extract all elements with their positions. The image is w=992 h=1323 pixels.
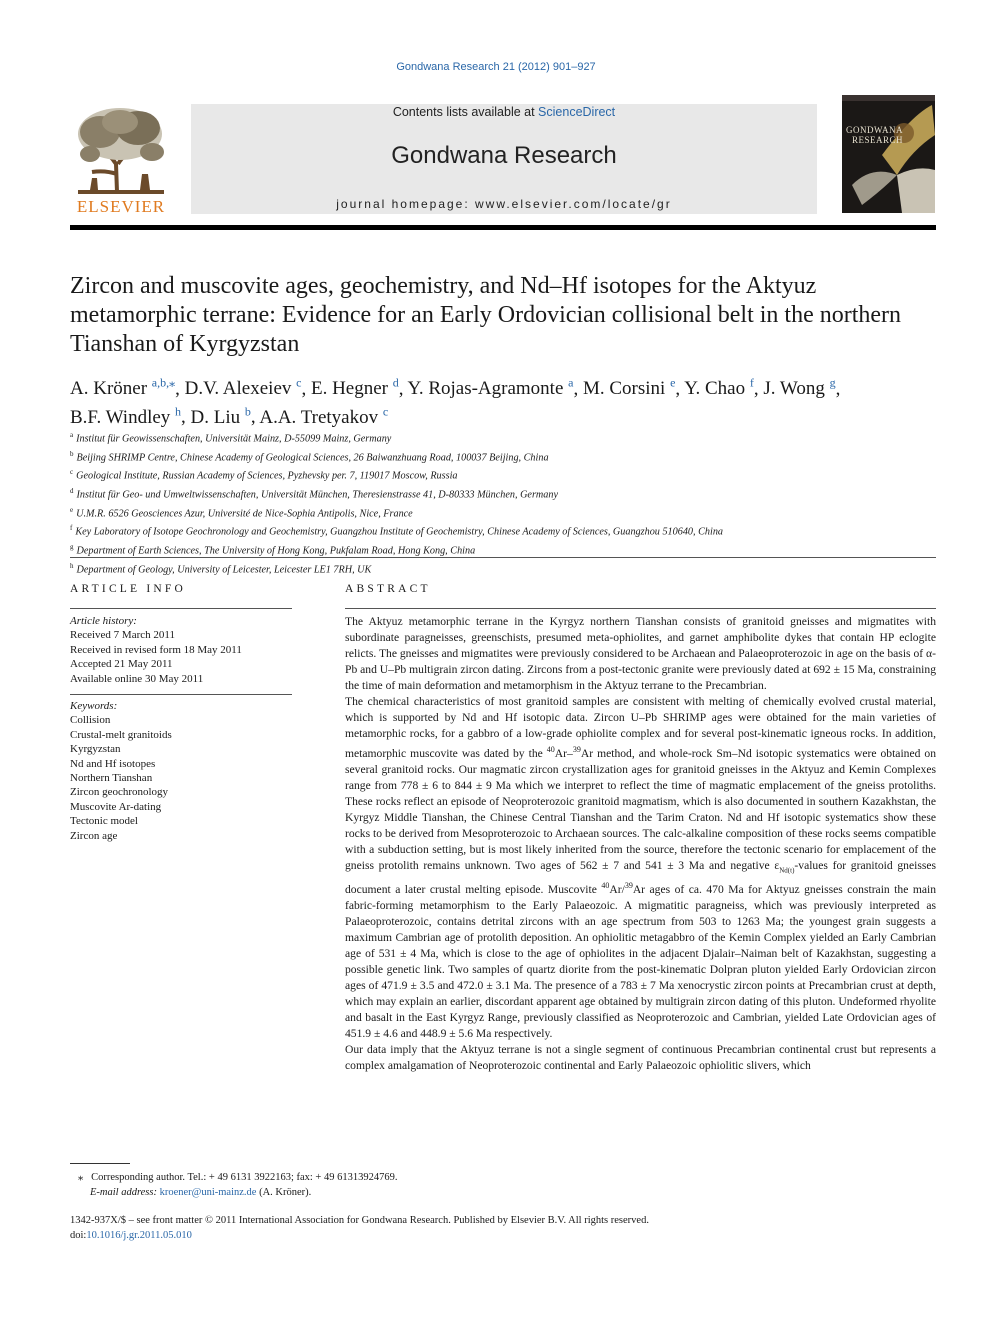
cover-title-1: GONDWANA <box>846 125 903 135</box>
author-affiliation-marker[interactable]: a,b,⁎ <box>151 376 176 390</box>
author[interactable] <box>259 404 389 428</box>
affiliation-item <box>70 521 936 540</box>
journal-homepage[interactable]: journal homepage: www.elsevier.com/locate/gr <box>336 197 672 211</box>
affiliation-item <box>70 428 936 447</box>
author-name: D.V. Alexeiev <box>184 378 292 400</box>
article-info-rule <box>70 608 292 609</box>
journal-cover-image[interactable] <box>842 95 935 213</box>
author-list: A. Kröner $^{a,b,⁎}$, D.V. Alexeiev $^c$, E. Hegner $^d$, Y. Rojas-Agramonte $^a$, M. Corsini $^e$, Y. Chao $^f$, J. Wong $^g$, B.F. Windley $^h$, D. Liu $^b$, A.A. Tretyakov $^c$ <box>70 376 841 428</box>
author-affiliation-marker[interactable]: e <box>670 376 676 390</box>
abstract-p2-sup2: 39 <box>572 745 581 754</box>
doi-link[interactable]: 10.1016/j.gr.2011.05.010 <box>86 1230 192 1241</box>
keywords-block <box>70 699 292 843</box>
author[interactable] <box>311 378 399 399</box>
keyword-item: Zircon geochronology <box>70 786 169 799</box>
abstract-p2-a: The chemical characteristics of most granitoid samples are consistent with melting of chemically evolved crustal material, which is supported by Nd and Hf isotopic data. Zircon U–Pb SHRIMP ages were obtained for the main varieties of metamorphic rocks, for a gabbro of a low-grade ophiolite complex and for several post-kinematic igneous rocks. In addition, metamorphic muscovite was dated by the <box>345 695 936 760</box>
author-name: Y. Rojas-Agramonte <box>407 378 564 400</box>
affiliation-key: h <box>70 561 74 570</box>
author[interactable] <box>190 404 251 428</box>
author-affiliation-marker[interactable]: h <box>175 404 182 419</box>
author-name: Y. Chao <box>684 378 746 400</box>
email-suffix: (A. Kröner). <box>256 1187 312 1198</box>
abstract-paragraph-3: Our data imply that the Aktyuz terrane is not a single segment of continuous Precambrian continental crust but represents a complex amalgamation of Neoproterozoic continental and Early Palaeozoic ophiolitic slivers, which <box>345 1043 936 1073</box>
author-name: J. Wong <box>763 378 825 400</box>
affiliation-text: Department of Geology, University of Leicester, Leicester LE1 7RH, UK <box>76 564 372 576</box>
author-name: A. Kröner <box>70 378 148 400</box>
article-info-heading: ARTICLE INFO <box>70 583 186 595</box>
abstract-p2-sup4: 39 <box>624 881 633 891</box>
journal-citation[interactable]: Gondwana Research 21 (2012) 901–927 <box>396 61 596 73</box>
abstract-body <box>345 614 936 1074</box>
affiliation-item <box>70 447 936 466</box>
copyright-block <box>70 1213 936 1243</box>
history-label: Article history: <box>70 615 137 627</box>
author-affiliation-marker[interactable]: d <box>392 376 399 390</box>
affiliation-item <box>70 484 936 503</box>
abstract-p2-sup1: 40 <box>546 745 555 754</box>
author-name: E. Hegner <box>310 378 388 400</box>
author-name: D. Liu <box>190 406 241 428</box>
affiliation-divider <box>70 557 936 558</box>
affiliation-text: Department of Earth Sciences, The University of Hong Kong, Pukfalam Road, Hong Kong, China <box>76 545 476 557</box>
author[interactable] <box>408 378 574 399</box>
affiliation-key: f <box>70 524 73 533</box>
author[interactable] <box>70 378 175 399</box>
author-affiliation-marker[interactable]: b <box>244 404 251 419</box>
affiliation-key: d <box>70 487 74 496</box>
affiliation-item <box>70 540 936 559</box>
abstract-p2-sup3: 40 <box>601 881 610 891</box>
cover-art-icon <box>842 95 935 213</box>
keyword-item: Collision <box>70 714 111 727</box>
author[interactable] <box>684 378 754 399</box>
sciencedirect-link[interactable]: ScienceDirect <box>538 105 616 119</box>
abstract-p2-d: -values for granitoid gneisses document a later crustal melting episode. Muscovite <box>345 858 937 897</box>
affiliation-list <box>70 428 936 578</box>
author-name: A.A. Tretyakov <box>259 406 379 428</box>
affiliation-text: Institut für Geowissenschaften, Universität Mainz, D-55099 Mainz, Germany <box>76 433 392 445</box>
article-history <box>70 614 292 686</box>
footnote-line-1 <box>70 1170 936 1185</box>
abstract-paragraph-1: The Aktyuz metamorphic terrane in the Kyrgyz northern Tianshan consists of granitoid gneisses and migmatites with subordinate paragneisses, greenschists, presumed meta-ophiolites, and garnet amphibolite dykes that contain HP eclogite relicts. The gneisses and migmatites were previously considered to be Archaean and Palaeoproterozoic in age on the basis of α-Pb and U–Pb multigrain zircon dating. Zircons from a post-tectonic granite were previously dated at 692 ± 15 Ma, constraining the time of main deformation and metamorphism in the Aktyuz terrane to the Precambrian. <box>345 615 936 692</box>
abstract-paragraph-2 <box>345 694 936 1042</box>
doi-line <box>70 1228 936 1243</box>
affiliation-key: e <box>70 505 74 514</box>
corresponding-author-footnote <box>70 1170 936 1200</box>
footnote-star: ⁎ <box>78 1172 84 1183</box>
article-title: Zircon and muscovite ages, geochemistry, and Nd–Hf isotopes for the Aktyuz metamorphic terrane: Evidence for an Early Ordovician collisional belt in the northern Tianshan of Kyrgyzstan <box>70 273 902 357</box>
cover-title-2: RESEARCH <box>852 135 904 145</box>
contents-line <box>191 105 817 119</box>
publisher-name: ELSEVIER <box>76 197 166 216</box>
footnote-line-2 <box>70 1185 936 1200</box>
doi-label: doi: <box>70 1230 87 1241</box>
author-affiliation-marker[interactable]: g <box>829 376 836 390</box>
elsevier-logo[interactable] <box>70 104 172 216</box>
abstract-p2-f: Ar ages of ca. 470 Ma for Aktyuz gneisses constrain the main fabric-forming metamorphism to the Early Palaeozoic. A migmatitic paragneiss, which was previously interpreted as Palaeoproterozoic, contains detrital zircons with an age spectrum from 503 to 1263 Ma; the youngest grain suggests a maximum Cambrian age of protolith deposition. An ophiolitic metagabbro of the Kemin Complex yielded an Early Cambrian age of 531 ± 4 Ma, which is close to the age of ophiolites in the adjacent Djalair–Naiman belt of Kazakhstan, suggesting a possible genetic link. Two samples of quartz diorite from the post-kinematic Dolpran pluton yielded Early Ordovician zircon ages of 471.9 ± 3.5 and 472.0 ± 3.1 Ma. The presence of a 783 ± 7 Ma xenocrystic zircon points at Precambrian crust at depth, which may explain an earlier, discordant apparent age obtained by multigrain zircon dating of this pluton. Undeformed rhyolite and basalt in the East Kyrgyz Range, previously classified as Neoproterozoic and Cambrian, yielded Late Ordovician ages of 451.9 ± 4.6 and 448.9 ± 5.6 Ma respectively. <box>345 883 936 1041</box>
history-list <box>70 628 292 686</box>
affiliation-key: a <box>70 431 74 439</box>
keyword-item: Northern Tianshan <box>70 772 153 785</box>
author[interactable] <box>185 378 302 399</box>
footnote-corresponding: Corresponding author. Tel.: + 49 6131 3922163; fax: + 49 61313924769. <box>91 1172 398 1183</box>
author-affiliation-marker[interactable]: a <box>568 376 574 390</box>
history-item: Accepted 21 May 2011 <box>70 658 173 671</box>
affiliation-text: U.M.R. 6526 Geosciences Azur, Université de Nice-Sophia Antipolis, Nice, France <box>76 508 413 520</box>
keywords-list <box>70 713 292 843</box>
author[interactable] <box>70 404 182 428</box>
history-item: Available online 30 May 2011 <box>70 672 204 685</box>
affiliation-key: g <box>70 543 74 552</box>
keyword-item: Tectonic model <box>70 815 138 828</box>
author[interactable] <box>583 378 675 399</box>
author-affiliation-marker[interactable]: c <box>296 376 302 390</box>
abstract-p2-e: Ar/ <box>609 883 625 897</box>
author-name: M. Corsini <box>582 378 666 400</box>
affiliation-text: Beijing SHRIMP Centre, Chinese Academy of Geological Sciences, 26 Baiwanzhuang Road, 100037 Beijing, China <box>76 452 549 464</box>
keywords-rule <box>70 694 292 695</box>
history-item: Received 7 March 2011 <box>70 629 175 642</box>
journal-name: Gondwana Research <box>391 142 617 169</box>
abstract-p2-b: Ar– <box>554 746 573 760</box>
abstract-p2-sub: Nd(t) <box>779 866 795 875</box>
keyword-item: Crustal-melt granitoids <box>70 728 172 741</box>
author-name: B.F. Windley <box>70 406 171 428</box>
history-item: Received in revised form 18 May 2011 <box>70 643 242 656</box>
affiliation-item <box>70 503 936 522</box>
affiliation-text: Institut für Geo- und Umweltwissenschaften, Universität München, Theresienstrasse 41, D-80333 München, Germany <box>76 489 558 501</box>
affiliation-key: b <box>70 449 74 458</box>
journal-banner <box>191 104 817 214</box>
keyword-item: Muscovite Ar-dating <box>70 800 162 813</box>
header-rule <box>70 225 936 230</box>
keywords-label: Keywords: <box>70 700 118 712</box>
email-label: E-mail address: <box>90 1187 160 1198</box>
affiliation-item <box>70 465 936 484</box>
abstract-p2-c: Ar method, and whole-rock Sm–Nd isotopic systematics were obtained on several granitoid rocks. Our magmatic zircon crystallization ages for granitoid gneisses in the Aktyuz and Kemin Complexes range from 778 ± 6 to 844 ± 9 Ma which we interpret to reflect the time of magmatic emplacement of the gneiss protoliths. These rocks reflect an episode of Neoproterozoic granitoid magmatism, which is also documented in southern Kazakhstan, the Kyrgyz Middle Tianshan, the Chinese Central Tianshan and the Tarim Craton. Nd and Hf isotopic systematics show these rocks to be derived from Mesoproterozoic to Archaean sources. The calc-alkaline composition of these rocks seems compatible with a subduction setting, but is most likely inherited from the source, therefore the tectonic scenario for emplacement of the gneiss protolith remains unknown. Two ages of 562 ± 7 and 541 ± 3 Ma and negative ε <box>345 746 937 872</box>
author-affiliation-marker[interactable]: c <box>382 404 389 419</box>
email-link[interactable]: kroener@uni-mainz.de <box>159 1187 257 1198</box>
contents-prefix: Contents lists available at <box>392 105 539 119</box>
keyword-item: Kyrgyzstan <box>70 743 121 756</box>
abstract-rule <box>345 608 936 609</box>
copyright-line: 1342-937X/$ – see front matter © 2011 International Association for Gondwana Research. Published by Elsevier B.V. All rights reserved. <box>70 1215 649 1226</box>
footnote-rule <box>70 1163 130 1164</box>
keyword-item: Zircon age <box>70 829 118 842</box>
affiliation-text: Geological Institute, Russian Academy of Sciences, Pyzhevsky per. 7, 119017 Moscow, Russia <box>76 470 458 482</box>
affiliation-text: Key Laboratory of Isotope Geochronology and Geochemistry, Guangzhou Institute of Geochemistry, Chinese Academy of Sciences, Guangzhou 510640, China <box>75 526 724 538</box>
abstract-heading: ABSTRACT <box>345 583 431 595</box>
affiliation-key: c <box>70 468 74 477</box>
author-affiliation-marker[interactable]: f <box>749 376 754 390</box>
author[interactable] <box>763 378 835 399</box>
affiliation-item <box>70 559 936 578</box>
keyword-item: Nd and Hf isotopes <box>70 757 156 770</box>
